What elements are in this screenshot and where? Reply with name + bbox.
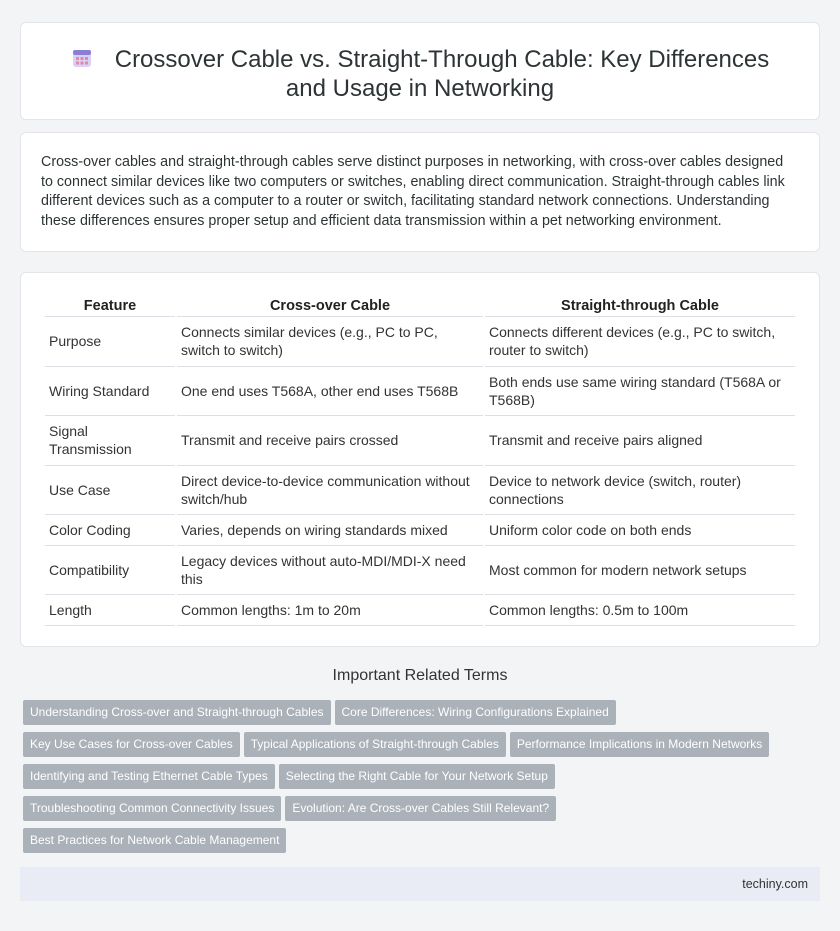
crossover-cell: Varies, depends on wiring standards mixed	[177, 515, 483, 546]
crossover-cell: Common lengths: 1m to 20m	[177, 595, 483, 626]
page-footer	[20, 867, 820, 901]
crossover-cell: Direct device-to-device communication without switch/hub	[177, 466, 483, 516]
table-header-row	[45, 293, 795, 317]
related-term-tag[interactable]: Performance Implications in Modern Networks	[510, 732, 769, 757]
crossover-cell: Connects similar devices (e.g., PC to PC, switch to switch)	[177, 317, 483, 367]
table-row	[45, 367, 795, 417]
related-term-tag[interactable]: Core Differences: Wiring Configurations Explained	[335, 700, 616, 725]
feature-cell: Compatibility	[45, 546, 175, 595]
straight-cell: Connects different devices (e.g., PC to switch, router to switch)	[485, 317, 795, 367]
straight-cell: Most common for modern network setups	[485, 546, 795, 595]
comparison-table-card	[20, 272, 820, 647]
straight-cell: Uniform color code on both ends	[485, 515, 795, 546]
related-term-tag[interactable]: Troubleshooting Common Connectivity Issues	[23, 796, 281, 821]
straight-cell: Both ends use same wiring standard (T568A or T568B)	[485, 367, 795, 417]
feature-cell: Signal Transmission	[45, 416, 175, 466]
page-header	[20, 22, 820, 120]
page-title	[51, 45, 789, 103]
table-row	[45, 595, 795, 626]
related-term-tag[interactable]: Typical Applications of Straight-through Cables	[244, 732, 506, 757]
feature-cell: Wiring Standard	[45, 367, 175, 417]
related-terms-list	[23, 700, 813, 860]
header-straight: Straight-through Cable	[485, 293, 795, 317]
feature-cell: Purpose	[45, 317, 175, 367]
crossover-cell: Legacy devices without auto-MDI/MDI-X need this	[177, 546, 483, 595]
header-feature: Feature	[45, 293, 175, 317]
feature-cell: Length	[45, 595, 175, 626]
calendar-grid-icon	[71, 47, 93, 69]
comparison-table	[43, 293, 797, 626]
table-row	[45, 515, 795, 546]
related-term-tag[interactable]: Identifying and Testing Ethernet Cable Types	[23, 764, 275, 789]
feature-cell: Use Case	[45, 466, 175, 516]
intro-text: Cross-over cables and straight-through cables serve distinct purposes in networking, with cross-over cables designed to connect similar devices like two computers or switches, enabling direct communication. Straight-through cables link different devices such as a computer to a router or switch, facilitating standard network connections. Understanding these differences ensures proper setup and efficient data transmission within a pet networking environment.	[41, 154, 785, 229]
intro-card	[20, 132, 820, 252]
straight-cell: Device to network device (switch, router) connections	[485, 466, 795, 516]
feature-cell: Color Coding	[45, 515, 175, 546]
header-crossover: Cross-over Cable	[177, 293, 483, 317]
related-term-tag[interactable]: Key Use Cases for Cross-over Cables	[23, 732, 240, 757]
related-term-tag[interactable]: Evolution: Are Cross-over Cables Still Relevant?	[285, 796, 556, 821]
table-row	[45, 317, 795, 367]
related-terms-title: Important Related Terms	[332, 667, 508, 684]
straight-cell: Common lengths: 0.5m to 100m	[485, 595, 795, 626]
table-row	[45, 546, 795, 595]
table-row	[45, 416, 795, 466]
crossover-cell: One end uses T568A, other end uses T568B	[177, 367, 483, 417]
related-term-tag[interactable]: Selecting the Right Cable for Your Network Setup	[279, 764, 555, 789]
crossover-cell: Transmit and receive pairs crossed	[177, 416, 483, 466]
related-term-tag[interactable]: Best Practices for Network Cable Management	[23, 828, 286, 853]
straight-cell: Transmit and receive pairs aligned	[485, 416, 795, 466]
table-row	[45, 466, 795, 516]
footer-site-link[interactable]: techiny.com	[742, 877, 808, 891]
page-title-text: Crossover Cable vs. Straight-Through Cable: Key Differences and Usage in Networking	[114, 46, 770, 102]
related-term-tag[interactable]: Understanding Cross-over and Straight-through Cables	[23, 700, 331, 725]
